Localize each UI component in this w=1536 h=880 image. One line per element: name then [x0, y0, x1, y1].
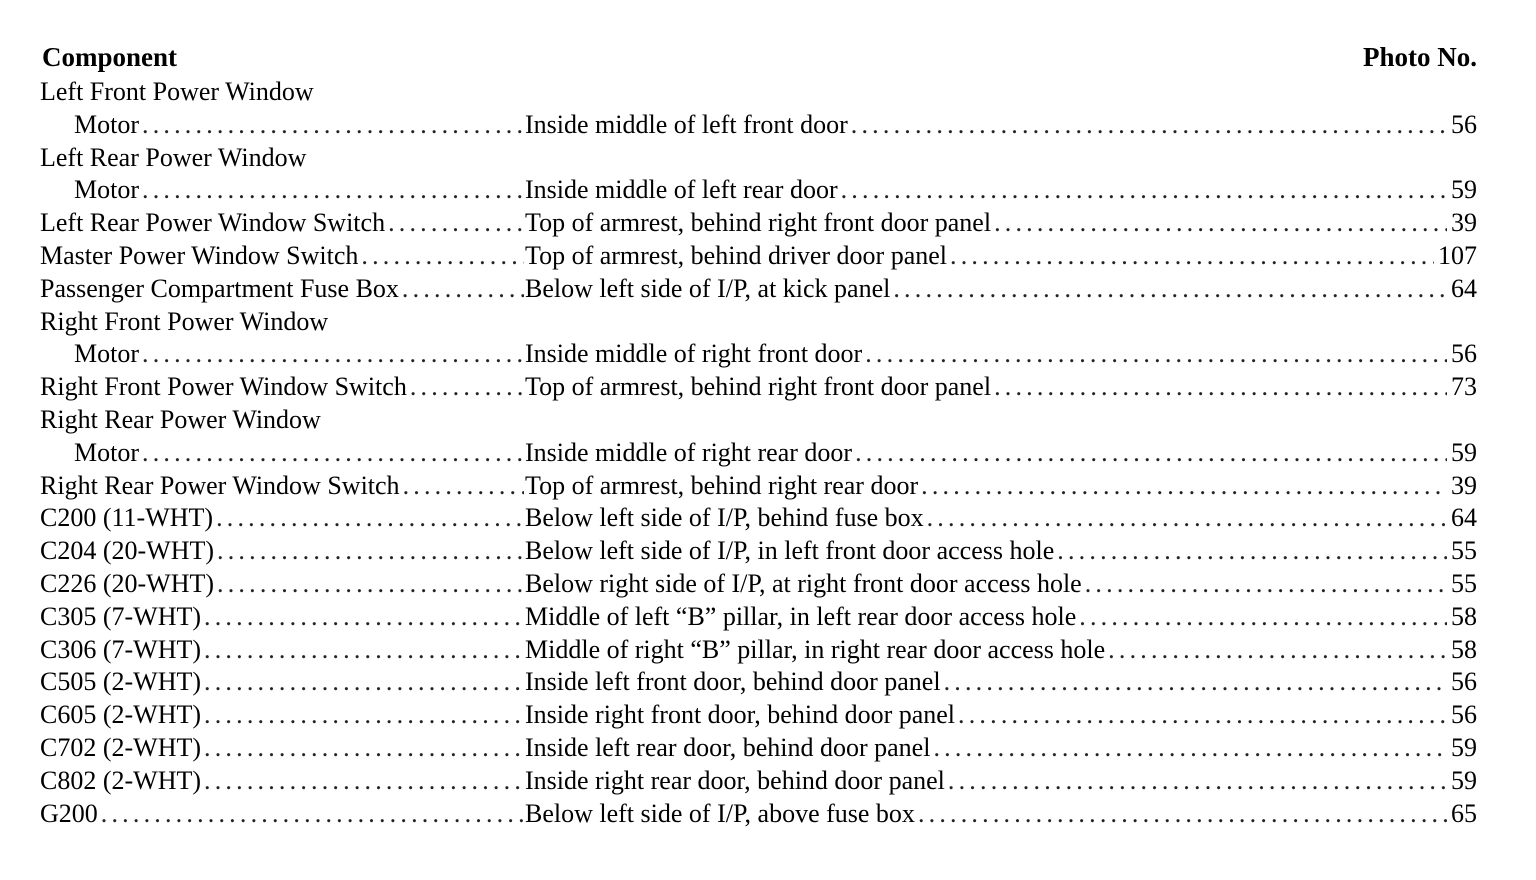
table-row [40, 437, 1477, 470]
table-row [40, 207, 1477, 240]
location-text: Inside middle of left rear door [525, 175, 838, 205]
table-row [40, 535, 1477, 568]
component-cell [74, 109, 524, 142]
location-cell [525, 174, 1477, 207]
location-text: Inside right front door, behind door panel [525, 700, 956, 730]
table-row [40, 338, 1477, 371]
location-text: Top of armrest, behind right front door panel [525, 208, 992, 238]
location-text: Inside left rear door, behind door panel [525, 732, 931, 762]
location-cell [525, 765, 1477, 798]
component-name: C306 (7-WHT) [40, 634, 202, 664]
table-row [40, 699, 1477, 732]
dot-leader [201, 732, 524, 765]
dot-leader [201, 601, 524, 634]
photo-number: 59 [1451, 437, 1477, 467]
table-row [40, 142, 1477, 175]
location-cell [525, 273, 1477, 306]
location-cell [525, 535, 1477, 568]
component-cell [40, 601, 524, 634]
dot-leader [941, 666, 1447, 699]
location-text: Top of armrest, behind driver door panel [525, 240, 947, 270]
table-row [40, 634, 1477, 667]
table-row [40, 568, 1477, 601]
location-cell [525, 371, 1477, 404]
component-name: Motor [74, 437, 139, 467]
location-cell [525, 732, 1477, 765]
photo-number: 107 [1438, 240, 1477, 270]
location-text: Inside middle of left front door [525, 109, 848, 139]
photo-number: 55 [1451, 568, 1477, 598]
dot-leader [945, 765, 1447, 798]
component-name: C305 (7-WHT) [40, 601, 202, 631]
location-text: Below left side of I/P, behind fuse box [525, 503, 924, 533]
table-row [40, 240, 1477, 273]
dot-leader [98, 798, 524, 831]
dot-leader [213, 502, 524, 535]
dot-leader [139, 437, 524, 470]
component-cell [40, 666, 524, 699]
component-name: G200 [40, 798, 98, 828]
table-header [42, 40, 1477, 74]
photo-number: 65 [1451, 798, 1477, 828]
photo-number: 55 [1451, 536, 1477, 566]
component-name: C605 (2-WHT) [40, 700, 202, 730]
component-name: Motor [74, 339, 139, 369]
component-cell [74, 437, 524, 470]
component-cell [40, 568, 524, 601]
dot-leader [407, 371, 524, 404]
table-row [40, 470, 1477, 503]
table-row [40, 371, 1477, 404]
component-table [40, 76, 1477, 830]
photo-number: 56 [1451, 667, 1477, 697]
dot-leader [201, 699, 524, 732]
location-text: Inside left front door, behind door panel [525, 667, 941, 697]
location-text: Top of armrest, behind right front door panel [525, 372, 992, 402]
dot-leader [385, 207, 524, 240]
location-text: Below left side of I/P, in left front door access hole [525, 536, 1055, 566]
location-text: Below left side of I/P, above fuse box [525, 798, 915, 828]
component-cell [74, 174, 524, 207]
location-cell [525, 502, 1477, 535]
table-row [40, 404, 1477, 437]
component-cell [40, 798, 524, 831]
component-name: C200 (11-WHT) [40, 503, 214, 533]
table-row [40, 306, 1477, 339]
location-text: Below right side of I/P, at right front door access hole [525, 568, 1082, 598]
component-name: Master Power Window Switch [40, 240, 359, 270]
location-cell [525, 207, 1477, 240]
location-cell [525, 798, 1477, 831]
dot-leader [214, 568, 524, 601]
dot-leader [1105, 634, 1447, 667]
component-cell [74, 338, 524, 371]
dot-leader [400, 470, 524, 503]
component-cell [40, 699, 524, 732]
component-group-name: Left Front Power Window [40, 77, 314, 106]
dot-leader [139, 109, 524, 142]
dot-leader [1054, 535, 1447, 568]
location-text: Middle of right “B” pillar, in right rear door access hole [525, 634, 1106, 664]
component-name: Right Rear Power Window Switch [40, 470, 400, 500]
photo-number: 56 [1451, 109, 1477, 139]
photo-number: 59 [1451, 765, 1477, 795]
component-name: Motor [74, 175, 139, 205]
photo-number: 64 [1451, 503, 1477, 533]
component-name: Passenger Compartment Fuse Box [40, 273, 399, 303]
component-cell [40, 765, 524, 798]
dot-leader [848, 109, 1447, 142]
location-cell [525, 240, 1477, 273]
component-name: C802 (2-WHT) [40, 765, 202, 795]
table-row [40, 273, 1477, 306]
photo-number-column-header: Photo No. [1363, 42, 1477, 72]
component-cell [40, 535, 524, 568]
location-cell [525, 338, 1477, 371]
location-text: Below left side of I/P, at kick panel [525, 273, 891, 303]
component-name: Right Front Power Window Switch [40, 372, 407, 402]
component-group-name: Left Rear Power Window [40, 142, 307, 172]
component-cell [40, 207, 524, 240]
photo-number: 58 [1451, 634, 1477, 664]
location-text: Top of armrest, behind right rear door [525, 470, 919, 500]
component-column-header: Component [42, 42, 178, 72]
location-cell [525, 109, 1477, 142]
component-cell [40, 470, 524, 503]
location-cell [525, 470, 1477, 503]
dot-leader [201, 666, 524, 699]
component-cell [40, 371, 524, 404]
table-row [40, 109, 1477, 142]
location-cell [525, 601, 1477, 634]
location-text: Inside right rear door, behind door panel [525, 765, 945, 795]
component-group-name: Right Front Power Window [40, 306, 329, 336]
table-row [40, 732, 1477, 765]
dot-leader [201, 765, 524, 798]
dot-leader [915, 798, 1447, 831]
location-cell [525, 634, 1477, 667]
table-row [40, 174, 1477, 207]
location-text: Middle of left “B” pillar, in left rear door access hole [525, 601, 1077, 631]
location-cell [525, 568, 1477, 601]
dot-leader [399, 273, 524, 306]
component-name: C702 (2-WHT) [40, 732, 202, 762]
photo-number: 64 [1451, 273, 1477, 303]
dot-leader [947, 240, 1434, 273]
component-cell [40, 240, 524, 273]
dot-leader [955, 699, 1447, 732]
dot-leader [852, 437, 1447, 470]
location-cell [525, 699, 1477, 732]
dot-leader [358, 240, 524, 273]
component-cell [40, 732, 524, 765]
component-cell [40, 273, 524, 306]
location-cell [525, 437, 1477, 470]
dot-leader [139, 338, 524, 371]
component-name: Left Rear Power Window Switch [40, 208, 386, 238]
table-row [40, 601, 1477, 634]
photo-number: 39 [1451, 208, 1477, 238]
dot-leader [862, 338, 1447, 371]
table-row [40, 502, 1477, 535]
dot-leader [1076, 601, 1447, 634]
photo-number: 58 [1451, 601, 1477, 631]
dot-leader [139, 174, 524, 207]
location-cell [525, 666, 1477, 699]
table-row [40, 666, 1477, 699]
dot-leader [214, 535, 524, 568]
table-row [40, 765, 1477, 798]
photo-number: 59 [1451, 732, 1477, 762]
component-name: Motor [74, 109, 139, 139]
dot-leader [991, 207, 1447, 240]
photo-number: 56 [1451, 700, 1477, 730]
component-name: C505 (2-WHT) [40, 667, 202, 697]
dot-leader [930, 732, 1447, 765]
dot-leader [890, 273, 1447, 306]
photo-number: 73 [1451, 372, 1477, 402]
component-cell [40, 634, 524, 667]
dot-leader [918, 470, 1447, 503]
dot-leader [924, 502, 1447, 535]
dot-leader [838, 174, 1447, 207]
photo-number: 39 [1451, 470, 1477, 500]
component-group-name: Right Rear Power Window [40, 404, 321, 434]
component-cell [40, 502, 524, 535]
photo-number: 59 [1451, 175, 1477, 205]
location-text: Inside middle of right front door [525, 339, 863, 369]
location-text: Inside middle of right rear door [525, 437, 853, 467]
dot-leader [991, 371, 1447, 404]
table-row [40, 76, 1477, 109]
dot-leader [201, 634, 524, 667]
component-name: C226 (20-WHT) [40, 568, 215, 598]
component-name: C204 (20-WHT) [40, 536, 215, 566]
photo-number: 56 [1451, 339, 1477, 369]
table-row [40, 798, 1477, 831]
dot-leader [1082, 568, 1447, 601]
